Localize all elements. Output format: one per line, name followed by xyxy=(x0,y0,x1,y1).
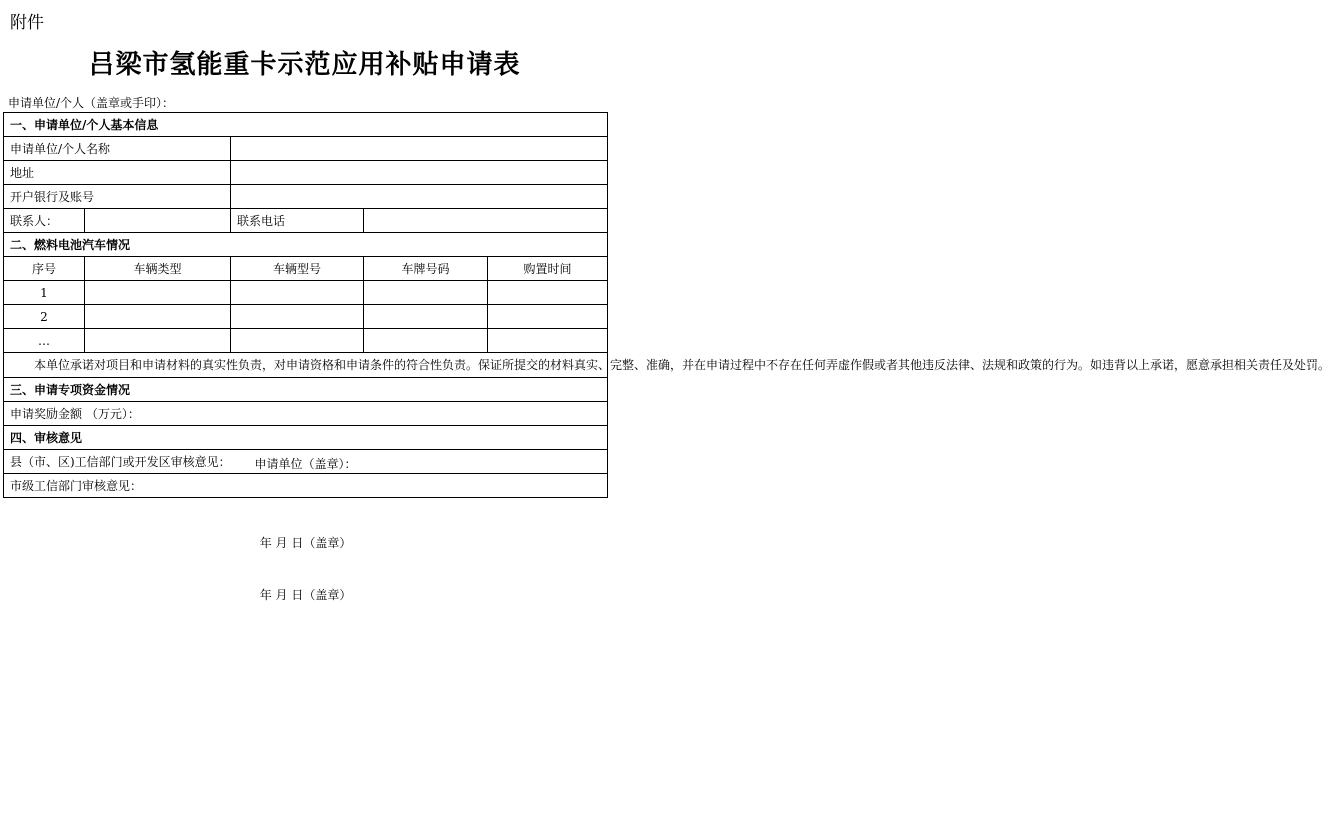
pledge-text: 本单位承诺对项目和申请材料的真实性负责，对申请资格和申请条件的符合性负责。保证所提交的材料真实、完整、准确，并在申请过程中不存在任何弄虚作假或者其他违反法律、法规和政策的行为。如违背以上承诺，愿意承担相关责任及处罚。 xyxy=(34,358,1330,372)
column-header: 车辆类型 xyxy=(85,257,231,281)
purchase-date-cell[interactable] xyxy=(488,281,608,305)
county-review-label: 县（市、区)工信部门或开发区审核意见： xyxy=(10,455,231,469)
table-row xyxy=(4,305,608,329)
table-row xyxy=(4,329,608,353)
city-review-cell[interactable] xyxy=(4,474,608,602)
phone-label: 联系电话 xyxy=(231,209,364,233)
table-row xyxy=(4,281,608,305)
row-number: 2 xyxy=(4,305,85,329)
vehicle-type-cell[interactable] xyxy=(85,305,231,329)
column-header: 车牌号码 xyxy=(364,257,488,281)
bank-account-label: 开户银行及账号 xyxy=(4,185,231,209)
purchase-date-cell[interactable] xyxy=(488,305,608,329)
subsidy-amount-field[interactable]: 申请奖励金额 （万元）： xyxy=(4,402,608,426)
vehicle-table-header xyxy=(4,257,608,281)
plate-number-cell[interactable] xyxy=(364,281,488,305)
address-field[interactable] xyxy=(231,161,608,185)
city-review-label: 市级工信部门审核意见： xyxy=(10,479,143,493)
plate-number-cell[interactable] xyxy=(364,329,488,353)
section1-heading: 一、申请单位/个人基本信息 xyxy=(4,113,608,137)
section4-heading: 四、审核意见 xyxy=(4,426,608,450)
plate-number-cell[interactable] xyxy=(364,305,488,329)
pledge-signature-label: 申请单位（盖章）： xyxy=(254,457,357,471)
vehicle-model-cell[interactable] xyxy=(231,281,364,305)
applicant-name-field[interactable] xyxy=(231,137,608,161)
vehicle-type-cell[interactable] xyxy=(85,281,231,305)
vehicle-model-cell[interactable] xyxy=(231,329,364,353)
attachment-label: 附件 xyxy=(10,13,44,33)
section3-heading: 三、申请专项资金情况 xyxy=(4,378,608,402)
application-form-table xyxy=(3,112,1330,602)
phone-field[interactable] xyxy=(364,209,608,233)
bank-account-field[interactable] xyxy=(231,185,608,209)
row-number: … xyxy=(4,329,85,353)
contact-field[interactable] xyxy=(85,209,231,233)
row-number: 1 xyxy=(4,281,85,305)
purchase-date-cell[interactable] xyxy=(488,329,608,353)
vehicle-type-cell[interactable] xyxy=(85,329,231,353)
section2-heading: 二、燃料电池汽车情况 xyxy=(4,233,608,257)
form-title: 吕梁市氢能重卡示范应用补贴申请表 xyxy=(88,50,521,80)
column-header: 序号 xyxy=(4,257,85,281)
applicant-seal-line: 申请单位/个人（盖章或手印）： xyxy=(8,96,175,110)
column-header: 车辆型号 xyxy=(231,257,364,281)
applicant-name-label: 申请单位/个人名称 xyxy=(4,137,231,161)
address-label: 地址 xyxy=(4,161,231,185)
city-review-date: 年 月 日（盖章） xyxy=(259,588,352,602)
vehicle-model-cell[interactable] xyxy=(231,305,364,329)
column-header: 购置时间 xyxy=(488,257,608,281)
contact-label: 联系人： xyxy=(4,209,85,233)
county-review-date: 年 月 日（盖章） xyxy=(259,536,352,550)
